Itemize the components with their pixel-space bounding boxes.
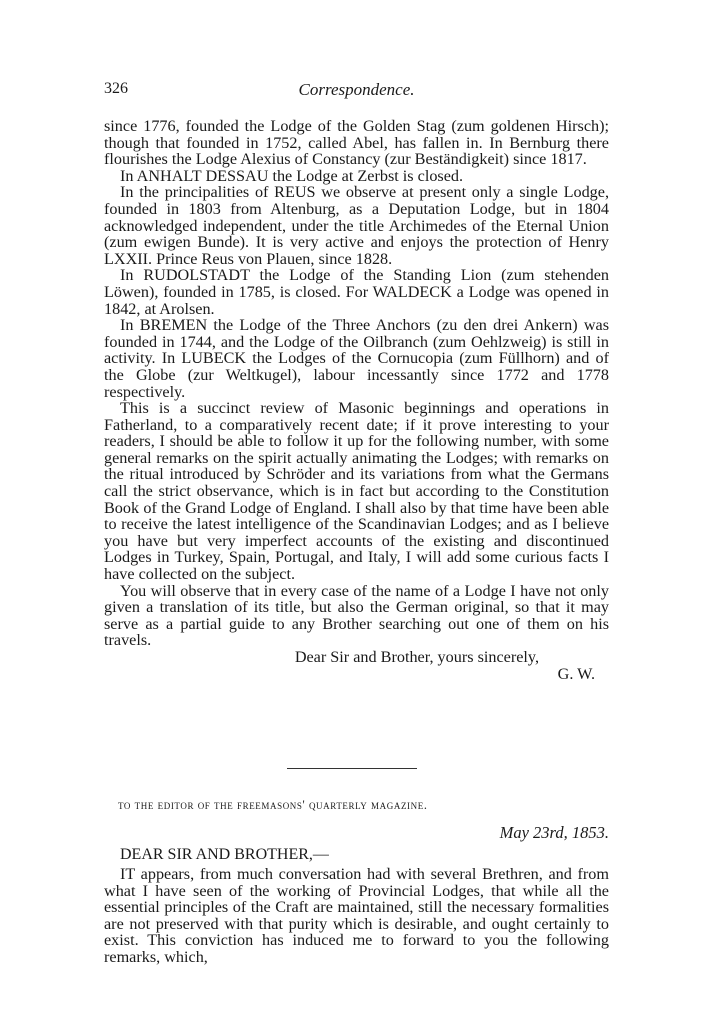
paragraph: This is a succinct review of Masonic beginnings and operations in Fatherland, to a comparatively recent date; if it prove interesting to your readers, I should be able to follow it up for the following number, with some general remarks on the spirit actually animating the Lodges; with remarks on the ritual introduced by Schröder and its variations from what the Germans call the strict observance, which is in fact but according to the Constitution Book of the Grand Lodge of England. I shall also by that time have been able to receive the latest intelligence of the Scandinavian Lodges; and as I believe you have but very imperfect accounts of the existing and discontinued Lodges in Turkey, Spain, Portugal, and Italy, I will add some curious facts I have collected on the subject.: [104, 399, 609, 584]
section-divider: [287, 768, 417, 769]
paragraph: In the principalities of REUS we observe at present only a single Lodge, founded in 1803 from Altenburg, as a Deputation Lodge, but in 1804 acknowledged independent, under the title Archimedes of the Eternal Union (zum ewigen Bunde). It is very active and enjoys the protection of Henry LXXII. Prince Reus von Plauen, since 1828.: [104, 183, 609, 268]
paragraph: You will observe that in every case of the name of a Lodge I have not only given a translation of its title, but also the German original, so that it may serve as a partial guide to any Brother searching out one of them on his travels.: [104, 581, 609, 650]
running-head: Correspondence.: [298, 80, 415, 99]
continuation-text: [104, 118, 609, 682]
letter-date: [500, 823, 609, 843]
date-text: May 23rd, 1853.: [499, 823, 609, 842]
paragraph: since 1776, founded the Lodge of the Golden Stag (zum goldenen Hirsch); though that founded in 1752, called Abel, has fallen in. In Bernburg there flourishes the Lodge Alexius of Constancy (zur Beständigkeit) since 1817.: [104, 117, 609, 169]
letter-body: [104, 866, 609, 966]
paragraph: In BREMEN the Lodge of the Three Anchors (zu den drei Ankern) was founded in 1744, and the Lodge of the Oilbranch (zum Oehlzweig) is still in activity. In LUBECK the Lodges of the Cornucopia (zum Füllhorn) and of the Globe (zur Weltkugel), labour incessantly since 1772 and 1778 respectively.: [104, 316, 609, 401]
paragraph: In ANHALT DESSAU the Lodge at Zerbst is closed.: [120, 166, 464, 185]
signature: G. W.: [557, 664, 595, 683]
letter-heading: to the editor of the freemasons' quarterly magazine.: [118, 798, 428, 812]
letter-closing: Dear Sir and Brother, yours sincerely,: [294, 648, 539, 666]
salutation: DEAR SIR AND BROTHER,—: [120, 846, 329, 863]
paragraph: In RUDOLSTADT the Lodge of the Standing Lion (zum stehenden Löwen), founded in 1785, is closed. For WALDECK a Lodge was opened in 1842, at Arolsen.: [104, 266, 609, 318]
page-number: 326: [104, 80, 128, 97]
page-header: [104, 80, 609, 102]
paragraph: IT appears, from much conversation had with several Brethren, and from what I have seen of the working of Provincial Lodges, that while all the essential principles of the Craft are maintained, still the necessary formalities are not preserved with that purity which is desirable, and ought certainly to exist. This conviction has induced me to forward to you the following remarks, which,: [104, 865, 609, 966]
